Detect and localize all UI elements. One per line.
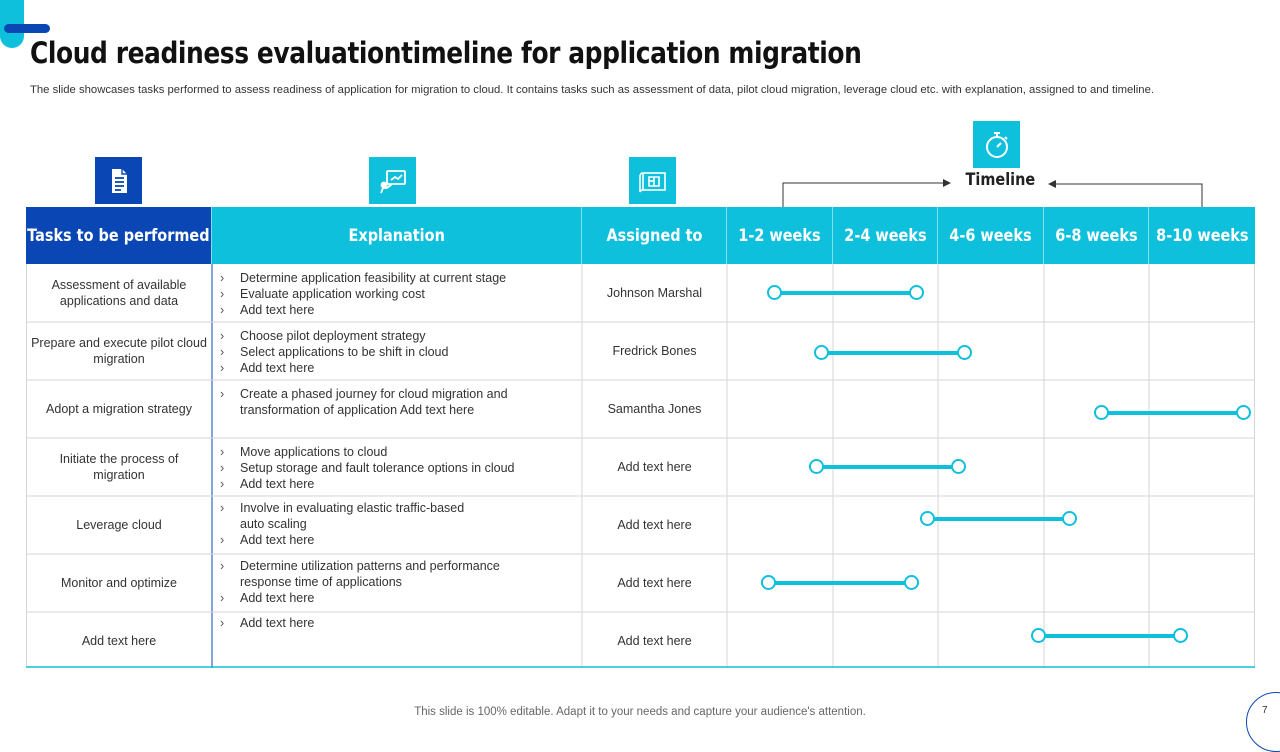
table-row	[26, 380, 1255, 438]
timeline-end-marker	[957, 345, 972, 360]
timeline-label: Timeline	[965, 170, 1036, 190]
timeline-start-marker	[809, 459, 824, 474]
header-period-3: 4-6 weeks	[938, 207, 1044, 264]
task-cell: Initiate the process of migration	[59, 452, 179, 482]
explanation-cell	[212, 496, 582, 554]
page-number: 7	[1262, 705, 1268, 716]
task-cell: Leverage cloud	[76, 518, 162, 532]
table-row	[26, 264, 1255, 322]
explanation-cell	[212, 322, 582, 380]
explanation-cell	[212, 438, 582, 496]
header-period-5: 8-10 weeks	[1149, 207, 1255, 264]
timeline-end-marker	[909, 285, 924, 300]
timeline-end-marker	[904, 575, 919, 590]
header-period-1: 1-2 weeks	[727, 207, 833, 264]
timeline-bar	[817, 465, 960, 469]
corner-accent-pill	[4, 24, 50, 33]
task-cell: Assessment of available applications and data	[51, 278, 187, 308]
assigned-cell: Add text here	[617, 634, 692, 648]
explanation-bullet: › Add text here	[220, 615, 314, 631]
explanation-bullet: › Evaluate application working cost	[220, 286, 506, 302]
task-cell: Adopt a migration strategy	[46, 402, 192, 416]
explanation-bullet: › Choose pilot deployment strategy	[220, 328, 448, 344]
timeline-bar	[1039, 634, 1182, 638]
timeline-end-marker	[1173, 628, 1188, 643]
slide-subtitle: The slide showcases tasks performed to assess readiness of application for migration to cloud. It contains tasks such as assessment of data, pilot cloud migration, leverage cloud etc. with explanation, assigned to and timeline.	[30, 84, 1155, 96]
explanation-bullet: › Setup storage and fault tolerance options in cloud	[220, 460, 515, 476]
explanation-cell	[212, 380, 582, 438]
timeline-bar	[769, 581, 912, 585]
timeline-start-marker	[767, 285, 782, 300]
explanation-bullet: › Move applications to cloud	[220, 444, 515, 460]
task-cell: Monitor and optimize	[60, 576, 178, 590]
table-row	[26, 322, 1255, 380]
header-period-4: 6-8 weeks	[1044, 207, 1149, 264]
timeline-start-marker	[1094, 405, 1109, 420]
footer-note: This slide is 100% editable. Adapt it to your needs and capture your audience's attention.	[414, 706, 866, 718]
slide-title: Cloud readiness evaluationtimeline for application migration	[30, 36, 862, 70]
timeline-bar	[928, 517, 1071, 521]
presentation-icon	[369, 157, 416, 204]
timeline-start-marker	[814, 345, 829, 360]
assigned-cell: Add text here	[617, 460, 692, 474]
migration-table	[26, 207, 1255, 668]
table-row	[26, 554, 1255, 612]
header-tasks: Tasks to be performed	[26, 207, 212, 264]
table-row	[26, 612, 1255, 670]
timeline-start-marker	[920, 511, 935, 526]
header-assigned: Assigned to	[582, 207, 727, 264]
explanation-cell	[212, 554, 582, 612]
assigned-cell: Samantha Jones	[607, 402, 702, 416]
task-cell: Add text here	[81, 634, 157, 648]
timeline-start-marker	[1031, 628, 1046, 643]
explanation-bullet: › Select applications to be shift in cloud	[220, 344, 448, 360]
assigned-cell: Fredrick Bones	[612, 344, 697, 358]
explanation-bullet: › Determine utilization patterns and performance response time of applications	[220, 558, 520, 590]
timeline-bar	[822, 351, 965, 355]
explanation-bullet: › Add text here	[220, 476, 515, 492]
task-cell: Prepare and execute pilot cloud migration	[31, 336, 207, 366]
document-icon	[95, 157, 142, 204]
explanation-bullet: › Involve in evaluating elastic traffic-based auto scaling	[220, 500, 490, 532]
explanation-bullet: › Add text here	[220, 302, 506, 318]
explanation-bullet: › Determine application feasibility at current stage	[220, 270, 506, 286]
timeline-bar	[1102, 411, 1245, 415]
table-row	[26, 438, 1255, 496]
explanation-cell	[212, 612, 582, 670]
header-period-2: 2-4 weeks	[833, 207, 938, 264]
header-explanation: Explanation	[212, 207, 582, 264]
explanation-bullet: › Add text here	[220, 590, 520, 606]
page-number-badge	[1246, 692, 1280, 752]
explanation-bullet: › Create a phased journey for cloud migration and transformation of application Add text here	[220, 386, 520, 418]
blueprint-icon	[629, 157, 676, 204]
explanation-bullet: › Add text here	[220, 360, 448, 376]
timeline-bar	[775, 291, 918, 295]
assigned-cell: Add text here	[617, 518, 692, 532]
stopwatch-icon	[973, 121, 1020, 168]
explanation-cell	[212, 264, 582, 322]
assigned-cell: Add text here	[617, 576, 692, 590]
explanation-bullet: › Add text here	[220, 532, 490, 548]
assigned-cell: Johnson Marshal	[606, 286, 703, 300]
